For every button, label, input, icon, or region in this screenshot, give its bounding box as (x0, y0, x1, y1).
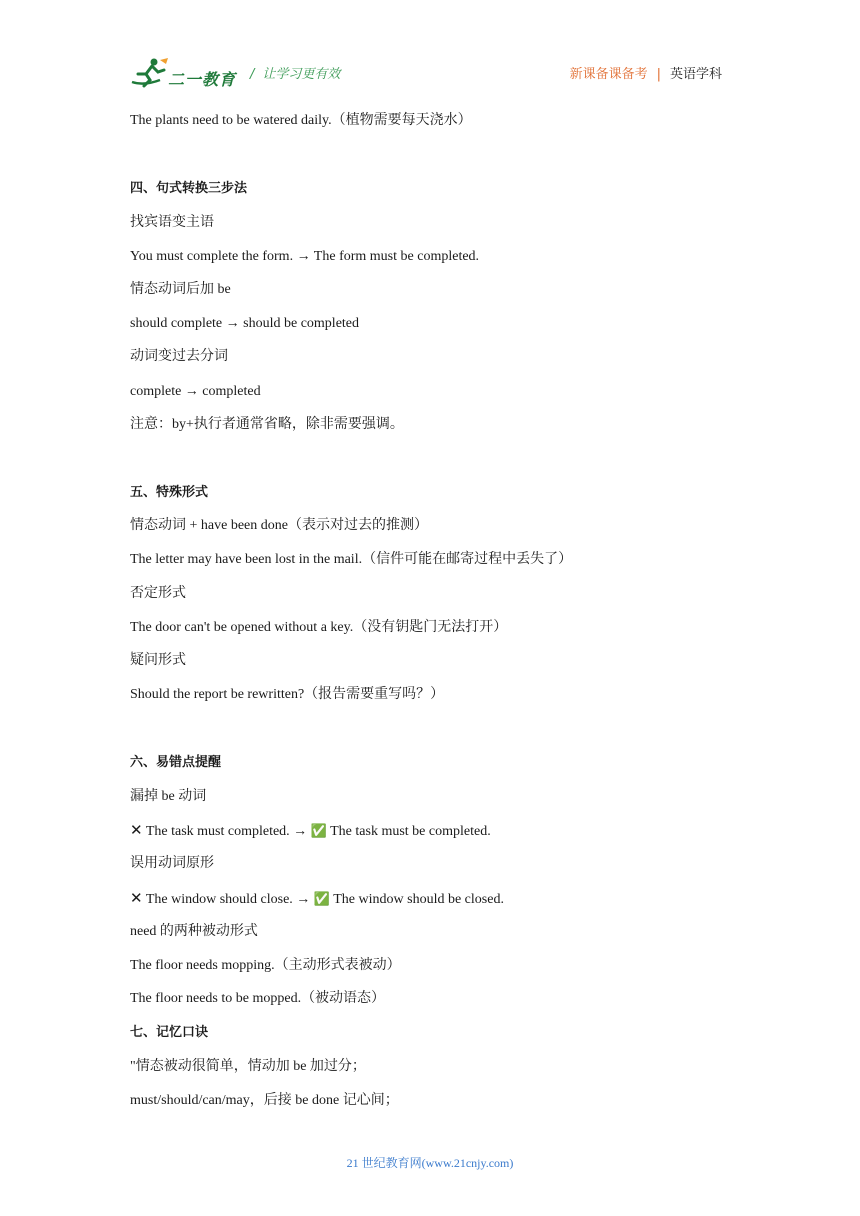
slogan-slash: / (250, 67, 255, 82)
correct-sentence: The task must be completed. (330, 824, 491, 839)
text-line: The door can't be opened without a key.（没有钥匙门无法打开） (130, 620, 508, 635)
section-heading: 六、易错点提醒 (130, 755, 222, 770)
text-line: "情态被动很简单，情动加 be 加过分； (130, 1059, 366, 1074)
text-line: 漏掉 be 动词 (130, 789, 207, 804)
wrong-sentence: The task must completed. → (145, 824, 311, 839)
text-line: The floor needs mopping.（主动形式表被动） (130, 958, 401, 973)
wrong-sentence: The window should close. → (145, 892, 314, 907)
brand-name: 二一教育 (168, 70, 237, 89)
text-line: complete → completed (130, 384, 261, 399)
header-right (570, 63, 722, 82)
section-heading: 七、记忆口诀 (130, 1025, 209, 1040)
page-footer: 21 世纪教育网(www.21cnjy.com) (346, 1156, 514, 1170)
course-label: 新课备课备考 (569, 67, 648, 82)
text-line: Should the report be rewritten?（报告需要重写吗？） (130, 687, 445, 702)
text-line: The floor needs to be mopped.（被动语态） (130, 991, 386, 1006)
text-line: You must complete the form. → The form must be completed. (130, 249, 480, 264)
text-line: 情态动词后加 be (130, 282, 231, 297)
header-divider: | (656, 67, 661, 82)
section-heading: 四、句式转换三步法 (130, 181, 248, 196)
page-header (130, 52, 730, 92)
section-heading: 五、特殊形式 (130, 485, 209, 500)
text-line: need 的两种被动形式 (130, 924, 258, 939)
text-line: 注意：by+执行者通常省略，除非需要强调。 (130, 417, 404, 432)
check-icon: ✅ (313, 892, 330, 907)
slogan-text: 让学习更有效 (262, 67, 341, 82)
text-line: 疑问形式 (130, 653, 186, 668)
check-icon: ✅ (310, 824, 327, 839)
text-line: The plants need to be watered daily.（植物需要每天浇水） (130, 113, 472, 128)
text-line: 动词变过去分词 (130, 349, 228, 364)
cross-icon: ✕ (130, 821, 143, 839)
text-line: 情态动词 + have been done（表示对过去的推测） (130, 518, 428, 533)
subject-label: 英语学科 (669, 67, 722, 82)
runner-icon (130, 56, 170, 90)
brand-logo (130, 56, 242, 90)
cross-icon: ✕ (130, 889, 143, 907)
text-line: should complete → should be completed (130, 316, 360, 331)
error-example (130, 821, 491, 841)
text-line: 否定形式 (130, 586, 186, 601)
error-example (130, 889, 504, 909)
text-line: 找宾语变主语 (130, 215, 214, 230)
text-line: The letter may have been lost in the mail.（信件可能在邮寄过程中丢失了） (130, 552, 573, 567)
slogan (250, 63, 340, 82)
text-line: 误用动词原形 (130, 856, 214, 871)
correct-sentence: The window should be closed. (333, 892, 504, 907)
text-line: must/should/can/may，后接 be done 记心间； (130, 1093, 399, 1108)
